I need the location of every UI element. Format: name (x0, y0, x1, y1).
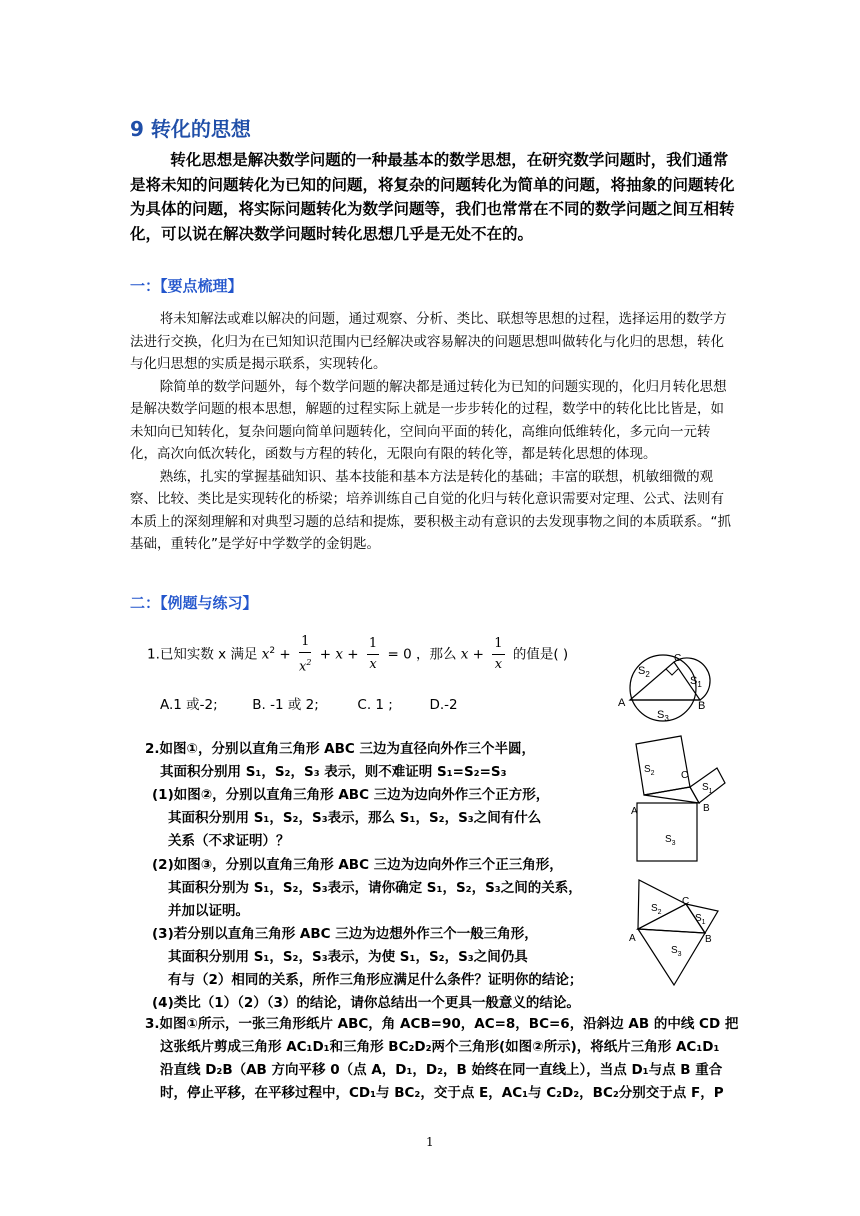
svg-text:S3: $S_3$ (665, 834, 676, 847)
section-heading-key-points: 一：【要点梳理】 (130, 277, 243, 295)
intro-paragraph: 转化思想是解决数学问题的一种最基本的数学思想，在研究数学问题时，我们通常是将未知的问题转化为已知的问题，将复杂的问题转化为简单的问题，将抽象的问题转化为具体的问题，将实际问题转化为数学问题等，我们也常常在不同的数学问题之间互相转化，可以说在解决数学问题时转化思想几乎是无处不在的。 (130, 151, 735, 243)
svg-text:C: C (674, 653, 682, 664)
option-b: B. -1 或 2; (252, 697, 319, 713)
svg-text:S1: $S_1$ (702, 782, 713, 795)
s2-label: $S_2$ (638, 665, 650, 679)
svg-text:S2: $S_2$ (644, 764, 655, 777)
svg-text:S2: $S_2$ (651, 903, 662, 916)
question-2-line: 其面积分别用 S₁，S₂，S₃ 表示，则不难证明 S₁=S₂=S₃ (160, 764, 507, 780)
page-title: 9 转化的思想 (130, 117, 251, 141)
triangle-s2 (638, 880, 686, 929)
point-paragraph: 将未知解法或难以解决的问题，通过观察、分析、类比、联想等思想的过程，选择运用的数学方法进行交换，化归为在已知知识范围内已经解决或容易解决的问题思想叫做转化与化归的思想，转化与化归思想的实质是揭示联系，实现转化。 (130, 311, 727, 372)
point-paragraph: 熟练，扎实的掌握基础知识、基本技能和基本方法是转化的基础；丰富的联想，机敏细微的观察、比较、类比是实现转化的桥梁；培养训练自己自觉的化归与转化意识需要对定理、公式、法则有本质上的深刻理解和对典型习题的总结和提炼，要积极主动有意识的去发现事物之间的本质联系。“抓基础，重转化”是学好中学数学的金钥匙。 (130, 468, 731, 552)
svg-text:S1: $S_1$ (695, 913, 706, 926)
square-s3 (637, 803, 697, 861)
triangle-abc (644, 787, 699, 803)
question-2-part-1: (1)如图②，分别以直角三角形 ABC 三边为边向外作三个正方形， (152, 787, 550, 803)
svg-text:C: C (681, 770, 689, 781)
option-d: D.-2 (429, 697, 458, 713)
fraction: $\frac{1}{x}$ (494, 636, 503, 673)
question-2-part-2: 并加以证明。 (168, 903, 249, 919)
question-2-part-2: 其面积分别为 S₁，S₂，S₃表示，请你确定 S₁，S₂，S₃之间的关系， (168, 880, 582, 896)
question-2-part-1: 其面积分别用 S₁，S₂，S₃表示，那么 S₁，S₂，S₃之间有什么 (168, 810, 542, 826)
question-2-part-4: (4)类比（1）（2）（3）的结论，请你总结出一个更具一般意义的结论。 (152, 995, 580, 1011)
question-2-part-2: (2)如图③，分别以直角三角形 ABC 三边为边向外作三个正三角形， (152, 857, 563, 873)
key-points-body (130, 308, 735, 556)
svg-text:B: B (703, 803, 710, 814)
svg-text:A: A (631, 806, 638, 817)
figure-triangles (620, 877, 730, 989)
section-heading-examples: 二：【例题与练习】 (130, 594, 258, 612)
svg-text:A: A (618, 697, 626, 709)
svg-text:B: B (705, 934, 712, 945)
question-1: 1.已知实数 x 满足 $x^2$ + $\frac{1}{x^2}$ + x + $\frac{1}{x}$ = 0 ，那么 x + $\frac{1}{x}$ 的值是( ) (147, 632, 568, 677)
question-3-line: 时，停止平移，在平移过程中，CD₁与 BC₂，交于点 E，AC₁与 C₂D₂，BC₂分别交于点 F，P (160, 1085, 724, 1101)
point-paragraph: 除简单的数学问题外，每个数学问题的解决都是通过转化为已知的问题实现的，化归月转化思想是解决数学问题的根本思想，解题的过程实际上就是一步步转化的过程，数学中的转化比比皆是，如未知向已知转化，复杂问题向简单问题转化，空间向平面的转化，高维向低维转化，多元向一元转化，高次向低次转化，函数与方程的转化，无限向有限的转化等，都是转化思想的体现。 (130, 378, 727, 462)
page-number: 1 (426, 1135, 434, 1149)
svg-text:A: A (629, 933, 636, 944)
fraction: $\frac{1}{x^2}$ (299, 634, 312, 675)
question-2-part-3: 有与（2）相同的关系，所作三角形应满足什么条件？证明你的结论； (168, 972, 583, 988)
svg-text:B: B (698, 700, 706, 712)
fraction: $\frac{1}{x}$ (368, 636, 378, 673)
question-2-part-3: 其面积分别用 S₁，S₂，S₃表示，为使 S₁，S₂，S₃之间仍具 (168, 949, 528, 965)
svg-text:S1: $S_1$ (690, 675, 702, 689)
figure-semicircles (612, 648, 742, 730)
question-3-line: 这张纸片剪成三角形 AC₁D₁和三角形 BC₂D₂两个三角形(如图②所示)，将纸片三角形 AC₁D₁ (160, 1039, 720, 1055)
question-3-line: 沿直线 D₂B（AB 方向平移 0（点 A，D₁，D₂，B 始终在同一直线上），当点 D₁与点 B 重合 (160, 1062, 723, 1078)
question-2-part-1: 关系（不求证明）？ (168, 833, 290, 849)
question-1-options (160, 693, 458, 713)
option-a: A.1 或-2; (160, 697, 218, 713)
option-c: C. 1 ; (357, 697, 393, 713)
question-2-line: 2.如图①，分别以直角三角形 ABC 三边为直径向外作三个半圆， (145, 741, 535, 757)
svg-text:S3: $S_3$ (657, 709, 669, 723)
question-2-part-3: (3)若分别以直角三角形 ABC 三边为边想外作三个一般三角形， (152, 926, 538, 942)
triangle-s3 (638, 929, 705, 985)
question-3-line: 3.如图①所示，一张三角形纸片 ABC，角 ACB=90，AC=8，BC=6，沿斜边 AB 的中线 CD 把 (145, 1016, 739, 1032)
figure-squares (625, 735, 745, 867)
svg-text:S3: $S_3$ (671, 945, 682, 958)
svg-text:C: C (682, 896, 690, 907)
